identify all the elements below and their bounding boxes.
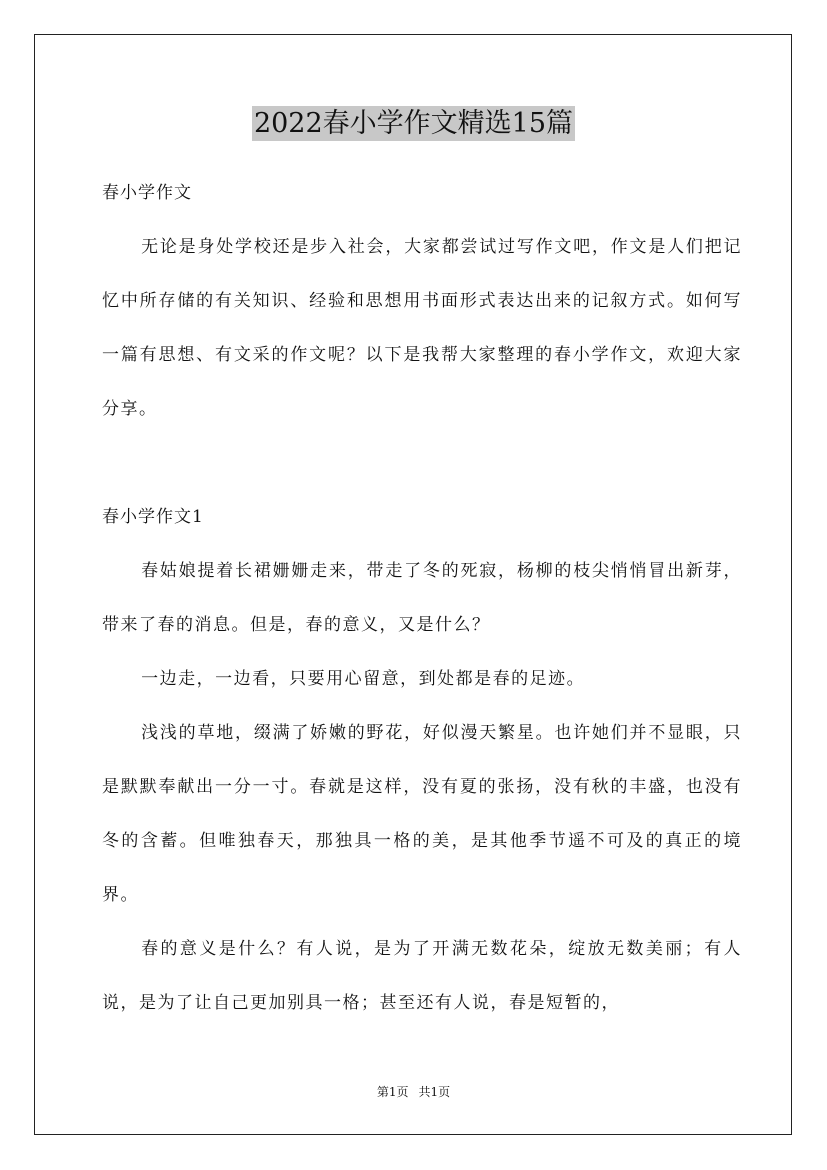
- intro-paragraph: 无论是身处学校还是步入社会，大家都尝试过写作文吧，作文是人们把记忆中所存储的有关知识、经验和思想用书面形式表达出来的记叙方式。如何写一篇有思想、有文采的作文呢？以下是我帮大家整理的春小学作文，欢迎大家分享。: [102, 237, 742, 419]
- intro-heading: 春小学作文: [102, 183, 192, 203]
- essay1-heading: 春小学作文1: [102, 507, 204, 527]
- essay1-paragraph-4: 春的意义是什么？有人说，是为了开满无数花朵，绽放无数美丽；有人说，是为了让自己更加别具一格；甚至还有人说，春是短暂的，: [102, 939, 742, 1013]
- essay1-paragraph-3: 浅浅的草地，缀满了娇嫩的野花，好似漫天繁星。也许她们并不显眼，只是默默奉献出一分一寸。春就是这样，没有夏的张扬，没有秋的丰盛，也没有冬的含蓄。但唯独春天，那独具一格的美，是其他季节遥不可及的真正的境界。: [102, 723, 742, 905]
- document-title: [0, 102, 827, 144]
- page-footer: [0, 1084, 827, 1100]
- page-total: 共1页: [418, 1085, 451, 1099]
- section-spacer: [102, 436, 742, 490]
- document-body: [102, 166, 742, 1030]
- document-title-text: 2022春小学作文精选15篇: [253, 108, 574, 139]
- page-number: 第1页: [376, 1085, 409, 1099]
- essay1-paragraph-1: 春姑娘提着长裙姗姗走来，带走了冬的死寂，杨柳的枝尖悄悄冒出新芽，带来了春的消息。但是，春的意义，又是什么？: [102, 561, 742, 635]
- essay1-paragraph-2: 一边走，一边看，只要用心留意，到处都是春的足迹。: [141, 669, 586, 689]
